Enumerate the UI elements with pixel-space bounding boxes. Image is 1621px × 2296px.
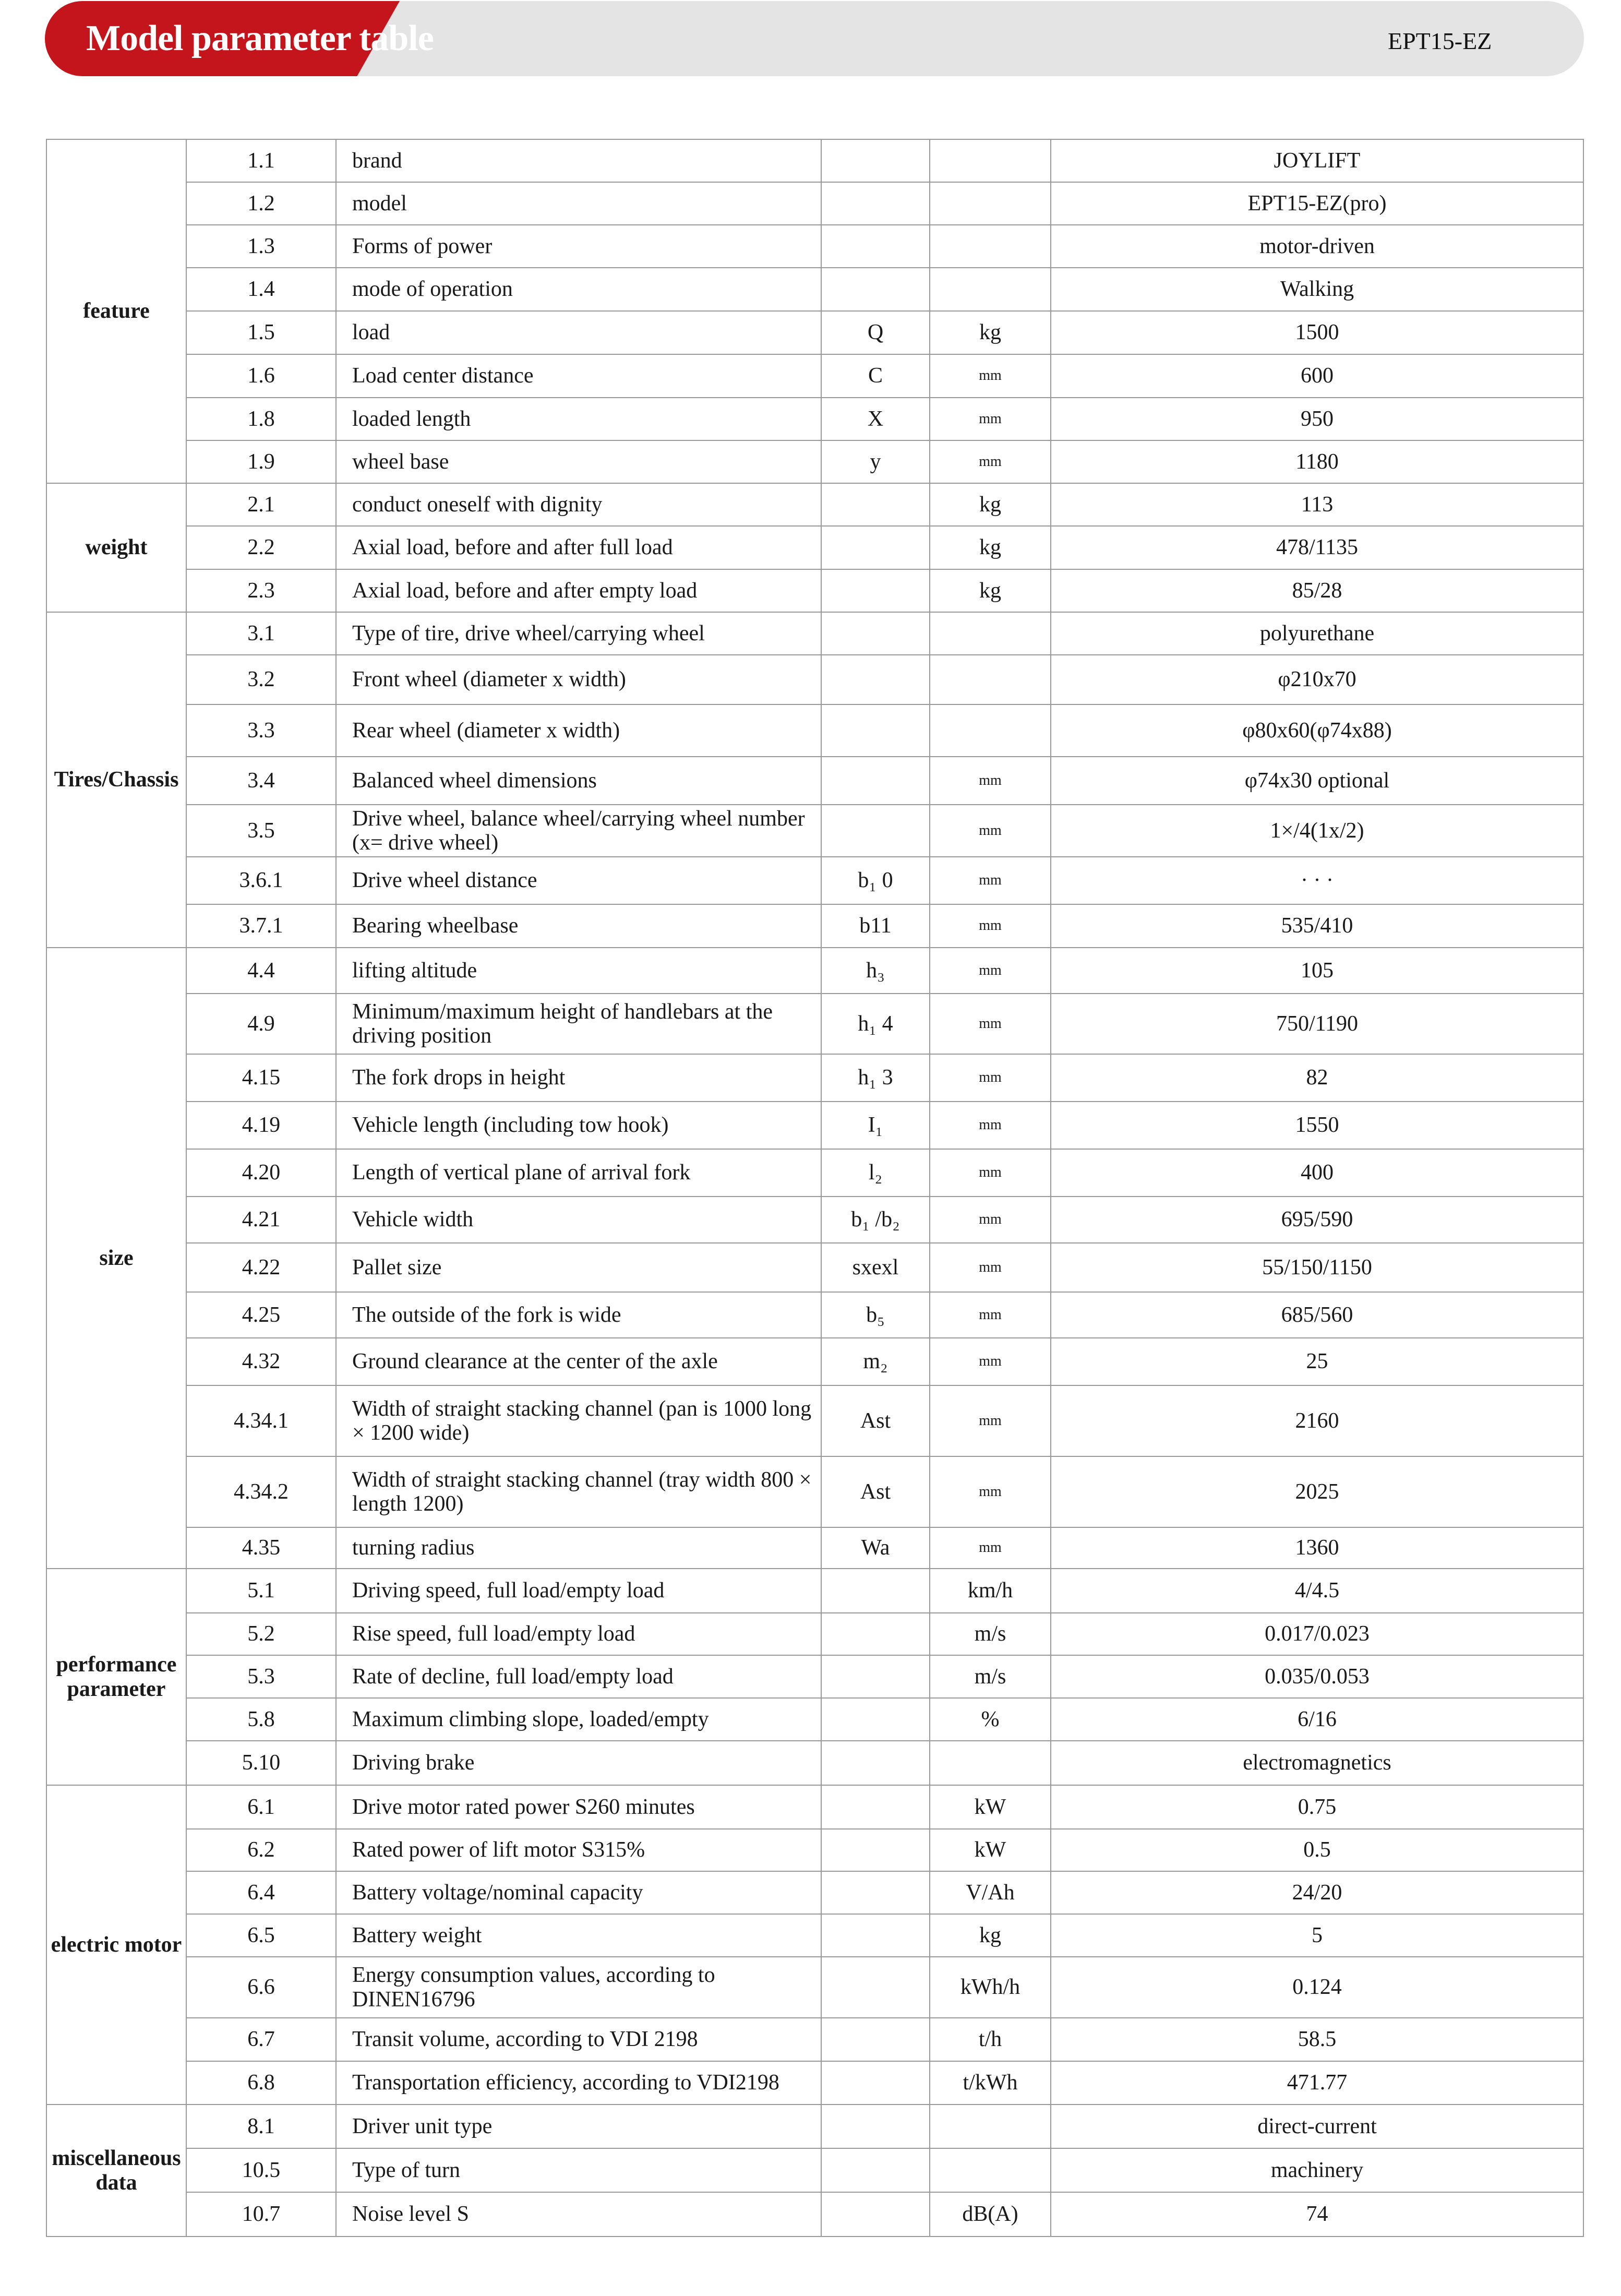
table-row: [46, 704, 1583, 757]
table-row: [46, 1569, 1583, 1613]
row-number: 4.22: [186, 1243, 336, 1292]
row-number: 6.5: [186, 1914, 336, 1957]
parameter-name: Maximum climbing slope, loaded/empty: [336, 1698, 821, 1741]
table-row: [46, 1871, 1583, 1914]
row-number: 5.2: [186, 1613, 336, 1655]
parameter-unit: [930, 704, 1051, 757]
parameter-unit: mm: [930, 1456, 1051, 1527]
parameter-symbol: Wa: [821, 1527, 930, 1569]
row-number: 3.5: [186, 805, 336, 857]
parameter-value: 1×/4(1x/2): [1051, 805, 1583, 857]
parameter-name: load: [336, 311, 821, 354]
parameter-name: Rate of decline, full load/empty load: [336, 1655, 821, 1698]
row-number: 6.4: [186, 1871, 336, 1914]
parameter-unit: [930, 1741, 1051, 1785]
parameter-unit: [930, 268, 1051, 311]
category-cell: Tires/Chassis: [46, 612, 186, 948]
parameter-unit: kW: [930, 1829, 1051, 1871]
parameter-value: 0.75: [1051, 1785, 1583, 1829]
row-number: 4.35: [186, 1527, 336, 1569]
table-row: [46, 2104, 1583, 2148]
table-row: [46, 483, 1583, 526]
parameter-symbol: [821, 2018, 930, 2061]
parameter-name: Rise speed, full load/empty load: [336, 1613, 821, 1655]
parameter-unit: [930, 139, 1051, 182]
parameter-symbol: [821, 1785, 930, 1829]
row-number: 2.3: [186, 569, 336, 612]
parameter-value: 2160: [1051, 1385, 1583, 1456]
parameter-symbol: [821, 1957, 930, 2018]
parameter-name: Ground clearance at the center of the axle: [336, 1338, 821, 1385]
table-row: [46, 757, 1583, 805]
parameter-symbol: [821, 1871, 930, 1914]
parameter-name: Pallet size: [336, 1243, 821, 1292]
table-row: [46, 139, 1583, 182]
parameter-unit: [930, 182, 1051, 225]
parameter-symbol: [821, 182, 930, 225]
table-row: [46, 526, 1583, 569]
table-row: [46, 1785, 1583, 1829]
parameter-name: Rated power of lift motor S315%: [336, 1829, 821, 1871]
parameter-name: Axial load, before and after full load: [336, 526, 821, 569]
parameter-value: 0.124: [1051, 1957, 1583, 2018]
parameter-name: Length of vertical plane of arrival fork: [336, 1149, 821, 1197]
parameter-unit: mm: [930, 1149, 1051, 1197]
parameter-symbol: b₁ /b₂: [821, 1197, 930, 1243]
parameter-unit: m/s: [930, 1613, 1051, 1655]
parameter-name: Front wheel (diameter x width): [336, 655, 821, 704]
row-number: 4.20: [186, 1149, 336, 1197]
table-row: [46, 1456, 1583, 1527]
parameter-value: 1180: [1051, 440, 1583, 483]
parameter-name: lifting altitude: [336, 948, 821, 994]
parameter-unit: mm: [930, 904, 1051, 948]
parameter-unit: mm: [930, 1527, 1051, 1569]
parameter-unit: mm: [930, 1054, 1051, 1102]
row-number: 6.7: [186, 2018, 336, 2061]
row-number: 1.3: [186, 225, 336, 268]
table-row: [46, 1957, 1583, 2018]
row-number: 10.5: [186, 2148, 336, 2192]
parameter-name: Noise level S: [336, 2192, 821, 2237]
parameter-symbol: h₃: [821, 948, 930, 994]
table-row: [46, 1655, 1583, 1698]
table-row: [46, 1338, 1583, 1385]
parameter-symbol: [821, 268, 930, 311]
row-number: 3.1: [186, 612, 336, 655]
category-cell: weight: [46, 483, 186, 612]
parameter-unit: kW: [930, 1785, 1051, 1829]
parameter-symbol: [821, 1829, 930, 1871]
category-cell: performance parameter: [46, 1569, 186, 1785]
row-number: 4.32: [186, 1338, 336, 1385]
parameter-unit: [930, 2148, 1051, 2192]
parameter-table: [46, 139, 1584, 2237]
row-number: 3.3: [186, 704, 336, 757]
row-number: 3.4: [186, 757, 336, 805]
row-number: 1.6: [186, 354, 336, 398]
table-row: [46, 1829, 1583, 1871]
parameter-symbol: Ast: [821, 1456, 930, 1527]
parameter-name: Battery voltage/nominal capacity: [336, 1871, 821, 1914]
table-row: [46, 1054, 1583, 1102]
parameter-unit: mm: [930, 1385, 1051, 1456]
parameter-unit: t/kWh: [930, 2061, 1051, 2104]
parameter-unit: mm: [930, 440, 1051, 483]
parameter-name: Minimum/maximum height of handlebars at the driving position: [336, 994, 821, 1054]
parameter-unit: [930, 655, 1051, 704]
parameter-value: 950: [1051, 398, 1583, 440]
model-code: EPT15-EZ: [1388, 28, 1492, 54]
parameter-unit: mm: [930, 948, 1051, 994]
parameter-value: 600: [1051, 354, 1583, 398]
parameter-name: Forms of power: [336, 225, 821, 268]
parameter-symbol: [821, 704, 930, 757]
parameter-name: Driver unit type: [336, 2104, 821, 2148]
parameter-unit: kg: [930, 526, 1051, 569]
table-row: [46, 1914, 1583, 1957]
table-row: [46, 655, 1583, 704]
row-number: 4.19: [186, 1102, 336, 1149]
table-row: [46, 904, 1583, 948]
row-number: 4.15: [186, 1054, 336, 1102]
parameter-value: 478/1135: [1051, 526, 1583, 569]
table-row: [46, 1197, 1583, 1243]
parameter-symbol: sxexl: [821, 1243, 930, 1292]
parameter-name: Width of straight stacking channel (pan is 1000 long × 1200 wide): [336, 1385, 821, 1456]
parameter-value: 6/16: [1051, 1698, 1583, 1741]
parameter-value: JOYLIFT: [1051, 139, 1583, 182]
parameter-unit: mm: [930, 1338, 1051, 1385]
parameter-value: 24/20: [1051, 1871, 1583, 1914]
parameter-name: Transit volume, according to VDI 2198: [336, 2018, 821, 2061]
row-number: 10.7: [186, 2192, 336, 2237]
table-row: [46, 569, 1583, 612]
parameter-name: Vehicle width: [336, 1197, 821, 1243]
parameter-unit: mm: [930, 805, 1051, 857]
parameter-unit: mm: [930, 994, 1051, 1054]
table-row: [46, 1292, 1583, 1338]
parameter-value: motor-driven: [1051, 225, 1583, 268]
table-row: [46, 1527, 1583, 1569]
parameter-table-body: [46, 139, 1583, 2237]
parameter-symbol: l₂: [821, 1149, 930, 1197]
row-number: 6.1: [186, 1785, 336, 1829]
parameter-value: 74: [1051, 2192, 1583, 2237]
row-number: 1.9: [186, 440, 336, 483]
parameter-symbol: [821, 757, 930, 805]
parameter-name: Type of turn: [336, 2148, 821, 2192]
parameter-unit: mm: [930, 354, 1051, 398]
row-number: 4.34.1: [186, 1385, 336, 1456]
parameter-value: 4/4.5: [1051, 1569, 1583, 1613]
table-row: [46, 398, 1583, 440]
table-row: [46, 1243, 1583, 1292]
parameter-name: Type of tire, drive wheel/carrying wheel: [336, 612, 821, 655]
parameter-symbol: [821, 1914, 930, 1957]
parameter-symbol: [821, 569, 930, 612]
parameter-unit: kWh/h: [930, 1957, 1051, 2018]
table-row: [46, 2148, 1583, 2192]
parameter-symbol: [821, 526, 930, 569]
parameter-unit: mm: [930, 1102, 1051, 1149]
table-row: [46, 1385, 1583, 1456]
parameter-symbol: X: [821, 398, 930, 440]
parameter-name: Drive motor rated power S260 minutes: [336, 1785, 821, 1829]
parameter-unit: mm: [930, 1197, 1051, 1243]
parameter-value: 1500: [1051, 311, 1583, 354]
parameter-name: Energy consumption values, according to DINEN16796: [336, 1957, 821, 2018]
table-row: [46, 268, 1583, 311]
page-title: Model parameter table: [86, 18, 434, 58]
parameter-unit: km/h: [930, 1569, 1051, 1613]
parameter-name: Vehicle length (including tow hook): [336, 1102, 821, 1149]
table-row: [46, 2192, 1583, 2237]
row-number: 1.5: [186, 311, 336, 354]
parameter-symbol: [821, 483, 930, 526]
parameter-value: 400: [1051, 1149, 1583, 1197]
parameter-symbol: C: [821, 354, 930, 398]
parameter-symbol: Q: [821, 311, 930, 354]
parameter-name: Drive wheel distance: [336, 857, 821, 904]
parameter-unit: mm: [930, 1243, 1051, 1292]
parameter-symbol: b₁ 0: [821, 857, 930, 904]
row-number: 3.2: [186, 655, 336, 704]
parameter-value: φ74x30 optional: [1051, 757, 1583, 805]
parameter-name: Rear wheel (diameter x width): [336, 704, 821, 757]
row-number: 3.6.1: [186, 857, 336, 904]
parameter-symbol: h₁ 3: [821, 1054, 930, 1102]
parameter-name: Driving speed, full load/empty load: [336, 1569, 821, 1613]
parameter-value: 0.035/0.053: [1051, 1655, 1583, 1698]
parameter-unit: mm: [930, 757, 1051, 805]
parameter-name: mode of operation: [336, 268, 821, 311]
parameter-name: The fork drops in height: [336, 1054, 821, 1102]
table-row: [46, 354, 1583, 398]
parameter-value: direct-current: [1051, 2104, 1583, 2148]
row-number: 8.1: [186, 2104, 336, 2148]
row-number: 1.8: [186, 398, 336, 440]
table-row: [46, 805, 1583, 857]
parameter-value: 1550: [1051, 1102, 1583, 1149]
parameter-name: Balanced wheel dimensions: [336, 757, 821, 805]
table-row: [46, 1102, 1583, 1149]
parameter-value: electromagnetics: [1051, 1741, 1583, 1785]
row-number: 2.1: [186, 483, 336, 526]
parameter-value: EPT15-EZ(pro): [1051, 182, 1583, 225]
table-row: [46, 440, 1583, 483]
parameter-symbol: Ast: [821, 1385, 930, 1456]
parameter-unit: [930, 612, 1051, 655]
parameter-value: 750/1190: [1051, 994, 1583, 1054]
row-number: 5.1: [186, 1569, 336, 1613]
parameter-value: · · ·: [1051, 857, 1583, 904]
row-number: 4.34.2: [186, 1456, 336, 1527]
parameter-symbol: [821, 2104, 930, 2148]
row-number: 4.25: [186, 1292, 336, 1338]
table-row: [46, 2061, 1583, 2104]
parameter-value: 82: [1051, 1054, 1583, 1102]
row-number: 4.4: [186, 948, 336, 994]
row-number: 2.2: [186, 526, 336, 569]
table-row: [46, 1741, 1583, 1785]
parameter-unit: mm: [930, 1292, 1051, 1338]
parameter-name: Load center distance: [336, 354, 821, 398]
parameter-value: 113: [1051, 483, 1583, 526]
row-number: 4.9: [186, 994, 336, 1054]
table-row: [46, 948, 1583, 994]
parameter-unit: dB(A): [930, 2192, 1051, 2237]
parameter-value: machinery: [1051, 2148, 1583, 2192]
category-cell: size: [46, 948, 186, 1569]
row-number: 6.2: [186, 1829, 336, 1871]
parameter-symbol: [821, 805, 930, 857]
parameter-value: 471.77: [1051, 2061, 1583, 2104]
parameter-unit: kg: [930, 1914, 1051, 1957]
parameter-name: Transportation efficiency, according to VDI2198: [336, 2061, 821, 2104]
parameter-unit: [930, 225, 1051, 268]
parameter-unit: mm: [930, 398, 1051, 440]
parameter-name: Drive wheel, balance wheel/carrying wheel number (x= drive wheel): [336, 805, 821, 857]
parameter-name: loaded length: [336, 398, 821, 440]
category-cell: electric motor: [46, 1785, 186, 2104]
parameter-name: model: [336, 182, 821, 225]
parameter-symbol: [821, 139, 930, 182]
parameter-value: 0.5: [1051, 1829, 1583, 1871]
parameter-symbol: y: [821, 440, 930, 483]
row-number: 1.1: [186, 139, 336, 182]
parameter-symbol: [821, 612, 930, 655]
parameter-value: 685/560: [1051, 1292, 1583, 1338]
row-number: 1.4: [186, 268, 336, 311]
parameter-name: Bearing wheelbase: [336, 904, 821, 948]
parameter-name: Battery weight: [336, 1914, 821, 1957]
table-row: [46, 612, 1583, 655]
table-row: [46, 1149, 1583, 1197]
row-number: 4.21: [186, 1197, 336, 1243]
table-row: [46, 311, 1583, 354]
row-number: 6.6: [186, 1957, 336, 2018]
parameter-symbol: b₅: [821, 1292, 930, 1338]
parameter-symbol: [821, 1698, 930, 1741]
parameter-symbol: [821, 1613, 930, 1655]
parameter-value: 2025: [1051, 1456, 1583, 1527]
parameter-symbol: [821, 2061, 930, 2104]
table-row: [46, 857, 1583, 904]
parameter-unit: t/h: [930, 2018, 1051, 2061]
parameter-value: 85/28: [1051, 569, 1583, 612]
parameter-name: Driving brake: [336, 1741, 821, 1785]
parameter-value: 25: [1051, 1338, 1583, 1385]
category-cell: feature: [46, 139, 186, 483]
parameter-symbol: h₁ 4: [821, 994, 930, 1054]
parameter-symbol: [821, 1569, 930, 1613]
parameter-unit: m/s: [930, 1655, 1051, 1698]
table-row: [46, 2018, 1583, 2061]
parameter-name: conduct oneself with dignity: [336, 483, 821, 526]
parameter-symbol: [821, 225, 930, 268]
parameter-value: φ80x60(φ74x88): [1051, 704, 1583, 757]
row-number: 5.8: [186, 1698, 336, 1741]
parameter-symbol: m₂: [821, 1338, 930, 1385]
parameter-value: 535/410: [1051, 904, 1583, 948]
parameter-value: 0.017/0.023: [1051, 1613, 1583, 1655]
table-row: [46, 1698, 1583, 1741]
table-row: [46, 225, 1583, 268]
parameter-unit: mm: [930, 857, 1051, 904]
parameter-name: turning radius: [336, 1527, 821, 1569]
parameter-unit: kg: [930, 311, 1051, 354]
parameter-symbol: b11: [821, 904, 930, 948]
parameter-symbol: I₁: [821, 1102, 930, 1149]
row-number: 3.7.1: [186, 904, 336, 948]
parameter-symbol: [821, 1741, 930, 1785]
parameter-unit: [930, 2104, 1051, 2148]
parameter-name: The outside of the fork is wide: [336, 1292, 821, 1338]
category-cell: miscellaneous data: [46, 2104, 186, 2237]
parameter-value: φ210x70: [1051, 655, 1583, 704]
row-number: 6.8: [186, 2061, 336, 2104]
parameter-value: 58.5: [1051, 2018, 1583, 2061]
parameter-symbol: [821, 2148, 930, 2192]
parameter-name: Width of straight stacking channel (tray width 800 × length 1200): [336, 1456, 821, 1527]
table-row: [46, 994, 1583, 1054]
row-number: 5.10: [186, 1741, 336, 1785]
parameter-value: 695/590: [1051, 1197, 1583, 1243]
parameter-unit: V/Ah: [930, 1871, 1051, 1914]
parameter-value: Walking: [1051, 268, 1583, 311]
row-number: 5.3: [186, 1655, 336, 1698]
parameter-symbol: [821, 2192, 930, 2237]
parameter-unit: kg: [930, 483, 1051, 526]
parameter-value: 5: [1051, 1914, 1583, 1957]
table-row: [46, 182, 1583, 225]
parameter-name: Axial load, before and after empty load: [336, 569, 821, 612]
parameter-name: brand: [336, 139, 821, 182]
parameter-value: polyurethane: [1051, 612, 1583, 655]
parameter-symbol: [821, 1655, 930, 1698]
parameter-unit: kg: [930, 569, 1051, 612]
parameter-name: wheel base: [336, 440, 821, 483]
parameter-value: 105: [1051, 948, 1583, 994]
table-row: [46, 1613, 1583, 1655]
parameter-unit: %: [930, 1698, 1051, 1741]
row-number: 1.2: [186, 182, 336, 225]
parameter-value: 55/150/1150: [1051, 1243, 1583, 1292]
parameter-value: 1360: [1051, 1527, 1583, 1569]
parameter-symbol: [821, 655, 930, 704]
